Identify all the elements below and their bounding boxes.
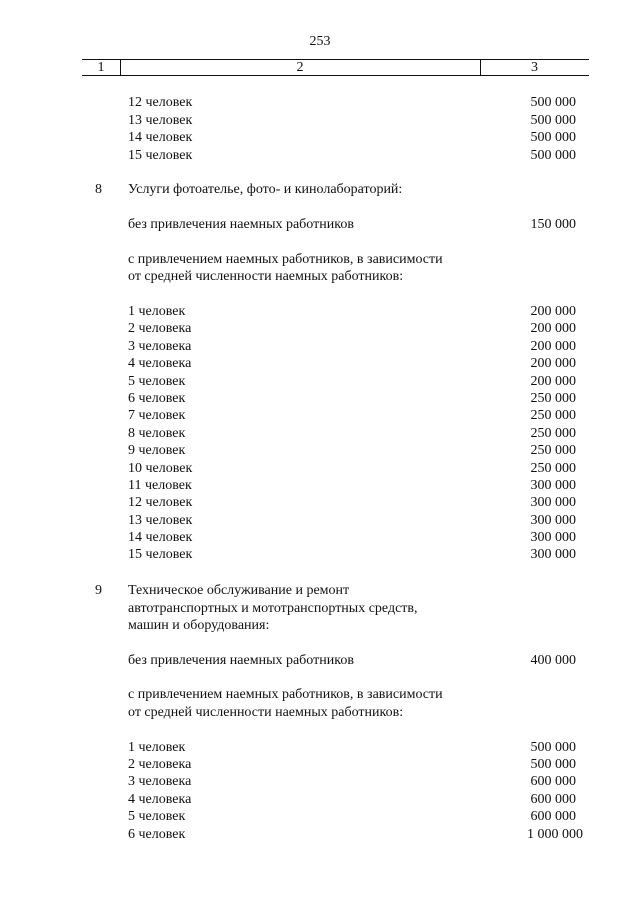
row-value: 300 000 — [530, 547, 576, 562]
row-label: 7 человек — [128, 408, 186, 423]
row-value: 300 000 — [530, 478, 576, 493]
table-row — [0, 791, 640, 808]
table-row — [0, 407, 640, 424]
table-row — [0, 425, 640, 442]
row-label: 14 человек — [128, 130, 193, 145]
hired-text-line: от средней численности наемных работников: — [128, 269, 404, 284]
section-title: автотранспортных и мототранспортных средств, — [128, 601, 418, 616]
page-number: 253 — [309, 34, 331, 49]
section-8-heading — [0, 181, 640, 198]
row-value: 150 000 — [530, 217, 576, 232]
table-row — [0, 460, 640, 477]
row-label: 12 человек — [128, 495, 193, 510]
row-value: 250 000 — [530, 426, 576, 441]
row-label: 4 человека — [128, 356, 192, 371]
table-row — [0, 442, 640, 459]
row-label: 13 человек — [128, 113, 193, 128]
header-col-1: 1 — [97, 60, 105, 75]
table-row — [0, 303, 640, 320]
table-row — [0, 494, 640, 511]
section-8-no-hired — [0, 216, 640, 233]
row-label: 5 человек — [128, 809, 186, 824]
table-row — [0, 739, 640, 756]
table-row — [0, 373, 640, 390]
row-value: 600 000 — [530, 792, 576, 807]
section-number: 8 — [95, 182, 102, 197]
section-8-hired-text — [0, 251, 640, 268]
row-label: 3 человека — [128, 774, 192, 789]
header-col-2: 2 — [296, 60, 304, 75]
row-label: 12 человек — [128, 95, 193, 110]
row-label: 15 человек — [128, 148, 193, 163]
section-9-hired-text — [0, 686, 640, 703]
row-value: 500 000 — [530, 740, 576, 755]
row-value: 500 000 — [530, 130, 576, 145]
row-value: 500 000 — [530, 95, 576, 110]
row-value: 300 000 — [530, 530, 576, 545]
row-value: 200 000 — [530, 304, 576, 319]
hired-text-line: с привлечением наемных работников, в зависимости — [128, 687, 443, 702]
row-label: 8 человек — [128, 426, 186, 441]
section-9-no-hired — [0, 652, 640, 669]
hired-text-line: от средней численности наемных работников: — [128, 705, 404, 720]
row-label: 9 человек — [128, 443, 186, 458]
row-value: 500 000 — [530, 148, 576, 163]
table-row — [0, 756, 640, 773]
row-value: 300 000 — [530, 495, 576, 510]
table-header — [82, 59, 589, 76]
row-label: 6 человек — [128, 827, 186, 842]
section-title: Техническое обслуживание и ремонт — [128, 583, 350, 598]
row-value: 400 000 — [530, 653, 576, 668]
row-label: 3 человека — [128, 339, 192, 354]
row-value: 250 000 — [530, 408, 576, 423]
row-value: 250 000 — [530, 461, 576, 476]
row-value: 500 000 — [530, 757, 576, 772]
row-value: 200 000 — [530, 339, 576, 354]
row-label: 15 человек — [128, 547, 193, 562]
section-9-heading — [0, 582, 640, 599]
table-row — [0, 826, 640, 843]
row-label: без привлечения наемных работников — [128, 217, 354, 232]
row-value: 300 000 — [530, 513, 576, 528]
row-label: 2 человека — [128, 321, 192, 336]
table-row — [0, 808, 640, 825]
row-value: 200 000 — [530, 321, 576, 336]
row-value: 200 000 — [530, 356, 576, 371]
table-row — [0, 773, 640, 790]
row-value: 600 000 — [530, 809, 576, 824]
row-label: 13 человек — [128, 513, 193, 528]
table-row — [0, 147, 640, 164]
table-row — [0, 546, 640, 563]
row-label: без привлечения наемных работников — [128, 653, 354, 668]
table-row — [0, 112, 640, 129]
table-row — [0, 338, 640, 355]
section-8-hired-text — [0, 268, 640, 285]
row-label: 14 человек — [128, 530, 193, 545]
row-label: 6 человек — [128, 391, 186, 406]
row-value: 200 000 — [530, 374, 576, 389]
row-label: 10 человек — [128, 461, 193, 476]
table-row — [0, 320, 640, 337]
table-row — [0, 529, 640, 546]
row-value: 250 000 — [530, 443, 576, 458]
row-label: 1 человек — [128, 304, 186, 319]
row-label: 1 человек — [128, 740, 186, 755]
table-row — [0, 129, 640, 146]
hired-text-line: с привлечением наемных работников, в зависимости — [128, 252, 443, 267]
table-row — [0, 355, 640, 372]
table-row — [0, 477, 640, 494]
row-value: 1 000 000 — [527, 827, 583, 842]
row-label: 4 человека — [128, 792, 192, 807]
header-col-3: 3 — [531, 60, 538, 75]
table-row — [0, 94, 640, 111]
row-value: 600 000 — [530, 774, 576, 789]
section-9-hired-text — [0, 704, 640, 721]
row-label: 5 человек — [128, 374, 186, 389]
section-number: 9 — [95, 583, 102, 598]
section-title: машин и оборудования: — [128, 618, 270, 633]
section-9-title-line — [0, 600, 640, 617]
row-label: 11 человек — [128, 478, 192, 493]
section-9-title-line — [0, 617, 640, 634]
row-label: 2 человека — [128, 757, 192, 772]
section-title: Услуги фотоателье, фото- и кинолабораторий: — [128, 182, 403, 197]
table-row — [0, 390, 640, 407]
row-value: 250 000 — [530, 391, 576, 406]
table-row — [0, 512, 640, 529]
row-value: 500 000 — [530, 113, 576, 128]
